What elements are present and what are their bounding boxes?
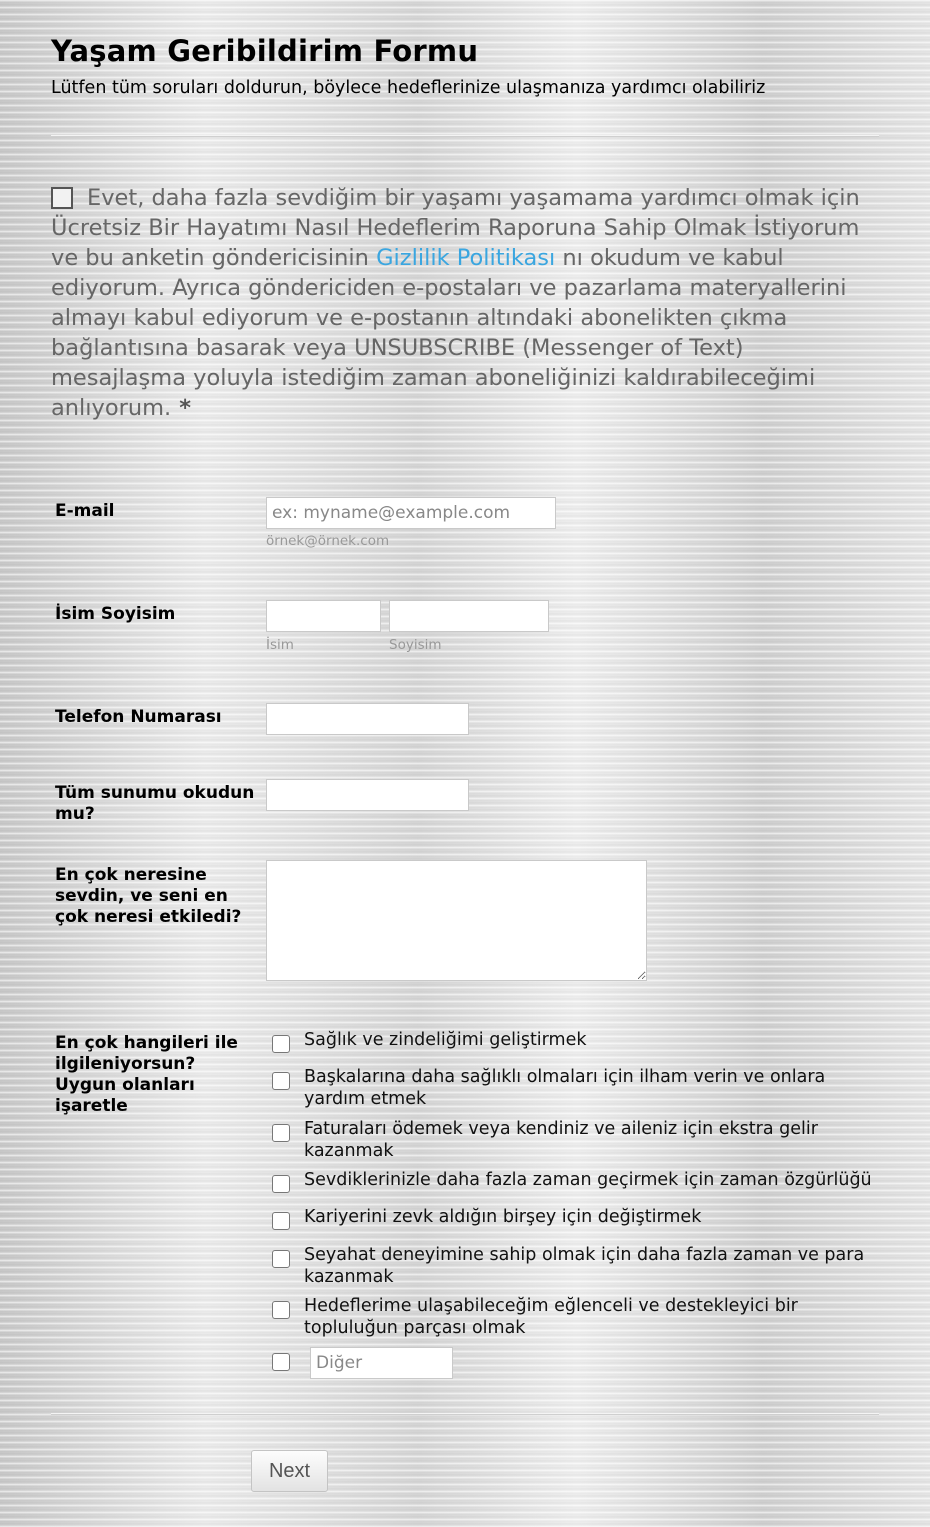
consent-text-after: nı okudum ve kabul ediyorum. Ayrıca göndericiden e-postaları ve pazarlama materyallerini almayı kabul ediyorum ve e-postanın altındaki abonelikten çıkma bağlantısına basarak veya UNSUBSCRIBE (Messenger of Text) mesajlaşma yoluyla istediğim zaman aboneliğinizi kaldırabileceğimi anlıyorum.	[51, 245, 847, 421]
first-name-input[interactable]	[266, 600, 381, 632]
other-input[interactable]	[310, 1347, 453, 1379]
email-input[interactable]	[266, 497, 556, 529]
interest-option-5: Kariyerini zevk aldığın birşey için değiştirmek	[304, 1207, 702, 1227]
next-button[interactable]: Next	[251, 1450, 328, 1492]
phone-input[interactable]	[266, 703, 469, 735]
interest-checkbox-2[interactable]	[272, 1072, 290, 1090]
interest-checkbox-3[interactable]	[272, 1124, 290, 1142]
interest-option-6: Seyahat deneyimine sahip olmak için daha fazla zaman ve para kazanmak	[304, 1245, 865, 1287]
interest-checkbox-other[interactable]	[272, 1353, 290, 1371]
required-mark: *	[179, 395, 191, 421]
first-name-sublabel: İsim	[266, 637, 294, 653]
form-subtitle: Lütfen tüm soruları doldurun, böylece hedeflerinize ulaşmanıza yardımcı olabiliriz	[51, 78, 766, 98]
interest-option-2: Başkalarına daha sağlıklı olmaları için ilham verin ve onlara yardım etmek	[304, 1067, 826, 1109]
interest-checkbox-4[interactable]	[272, 1175, 290, 1193]
interest-checkbox-7[interactable]	[272, 1301, 290, 1319]
consent-text-before: Evet, daha fazla sevdiğim bir yaşamı yaşamama yardımcı olmak için Ücretsiz Bir Hayatımı Nasıl Hedeflerim Raporuna Sahip Olmak İstiyorum ve bu anketin göndericisinin	[51, 185, 860, 271]
divider-top	[51, 135, 879, 137]
interest-option-4: Sevdiklerinizle daha fazla zaman geçirmek için zaman özgürlüğü	[304, 1170, 872, 1190]
interests-label: En çok hangileri ile ilgileniyorsun? Uygun olanları işaretle	[55, 1033, 238, 1116]
privacy-policy-link[interactable]: Gizlilik Politikası	[376, 245, 556, 271]
interest-option-3: Faturaları ödemek veya kendiniz ve aileniz için ekstra gelir kazanmak	[304, 1119, 818, 1161]
presentation-input[interactable]	[266, 779, 469, 811]
email-label: E-mail	[55, 501, 115, 521]
interest-checkbox-6[interactable]	[272, 1250, 290, 1268]
presentation-label: Tüm sunumu okudun mu?	[55, 783, 255, 824]
name-label: İsim Soyisim	[55, 604, 176, 624]
consent-checkbox[interactable]	[51, 187, 73, 209]
last-name-input[interactable]	[389, 600, 549, 632]
consent-block	[51, 183, 881, 423]
interest-option-1: Sağlık ve zindeliğimi geliştirmek	[304, 1030, 587, 1050]
interest-option-7: Hedeflerime ulaşabileceğim eğlenceli ve destekleyici bir topluluğun parçası olmak	[304, 1296, 798, 1338]
interest-checkbox-5[interactable]	[272, 1212, 290, 1230]
interest-checkbox-1[interactable]	[272, 1035, 290, 1053]
email-sublabel: örnek@örnek.com	[266, 533, 390, 549]
phone-label: Telefon Numarası	[55, 707, 222, 727]
last-name-sublabel: Soyisim	[389, 637, 442, 653]
form-title: Yaşam Geribildirim Formu	[51, 34, 479, 68]
divider-bottom	[51, 1413, 879, 1415]
favorite-label: En çok neresine sevdin, ve seni en çok neresi etkiledi?	[55, 865, 242, 927]
favorite-textarea[interactable]	[266, 860, 647, 981]
